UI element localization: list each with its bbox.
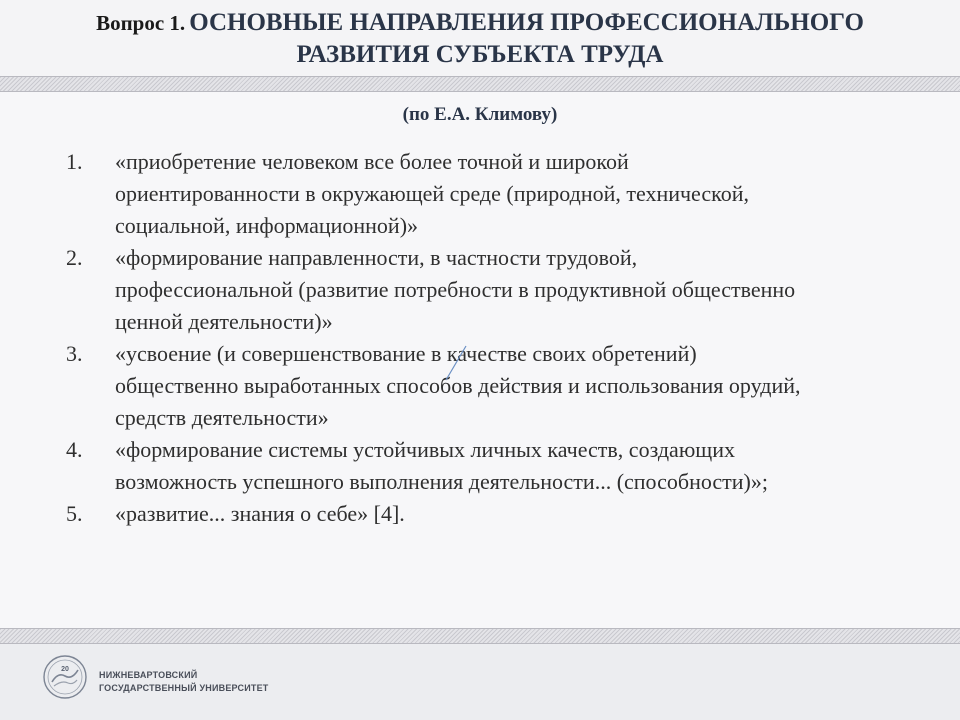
list-item-text-line: «формирование системы устойчивых личных качеств, создающих	[115, 437, 735, 462]
title-main-continued: РАЗВИТИЯ СУБЪЕКТА ТРУДА	[296, 41, 664, 68]
university-name-line-1: НИЖНЕВАРТОВСКИЙ	[99, 670, 198, 680]
list-item-number: 3.	[66, 341, 83, 366]
list-item	[64, 146, 954, 242]
list-item-text-line: общественно выработанных способов действия и использования орудий,	[115, 373, 801, 398]
list-item-text-line: возможность успешного выполнения деятельности... (способности)»;	[115, 469, 768, 494]
university-name	[99, 669, 268, 695]
list-item	[64, 434, 954, 498]
list-item	[64, 498, 954, 530]
title-line-1	[0, 9, 960, 37]
title-prefix: Вопрос 1.	[96, 11, 186, 35]
title-main: ОСНОВНЫЕ НАПРАВЛЕНИЯ ПРОФЕССИОНАЛЬНОГО	[189, 9, 864, 36]
list-item-text-line: ориентированности в окружающей среде (природной, технической,	[115, 181, 749, 206]
list-item-number: 1.	[66, 149, 83, 174]
list-item-number: 4.	[66, 437, 83, 462]
list-item	[64, 242, 954, 338]
logo-text: 20	[61, 666, 69, 673]
numbered-list	[64, 146, 954, 530]
list-item-text-line: «развитие... знания о себе» [4].	[115, 501, 405, 526]
title-area	[0, 0, 960, 76]
list-item	[64, 338, 954, 434]
title-line-2	[0, 41, 960, 69]
header-divider-band	[0, 76, 960, 92]
list-item-number: 5.	[66, 501, 83, 526]
list-item-text-line: «усвоение (и совершенствование в качестве своих обретений)	[115, 341, 697, 366]
list-item-text-line: «приобретение человеком все более точной и широкой	[115, 149, 629, 174]
university-logo-icon	[42, 654, 88, 700]
list-item-text-line: социальной, информационной)»	[115, 213, 419, 238]
subtitle: (по Е.А. Климову)	[402, 104, 558, 125]
university-name-line-2: ГОСУДАРСТВЕННЫЙ УНИВЕРСИТЕТ	[99, 683, 269, 693]
list-item-text-line: средств деятельности»	[115, 405, 329, 430]
list-item-text-line: «формирование направленности, в частности трудовой,	[115, 245, 638, 270]
footer-divider-band	[0, 628, 960, 644]
list-item-number: 2.	[66, 245, 83, 270]
list-item-text-line: ценной деятельности)»	[115, 309, 333, 334]
list-item-text-line: профессиональной (развитие потребности в продуктивной общественно	[115, 277, 796, 302]
